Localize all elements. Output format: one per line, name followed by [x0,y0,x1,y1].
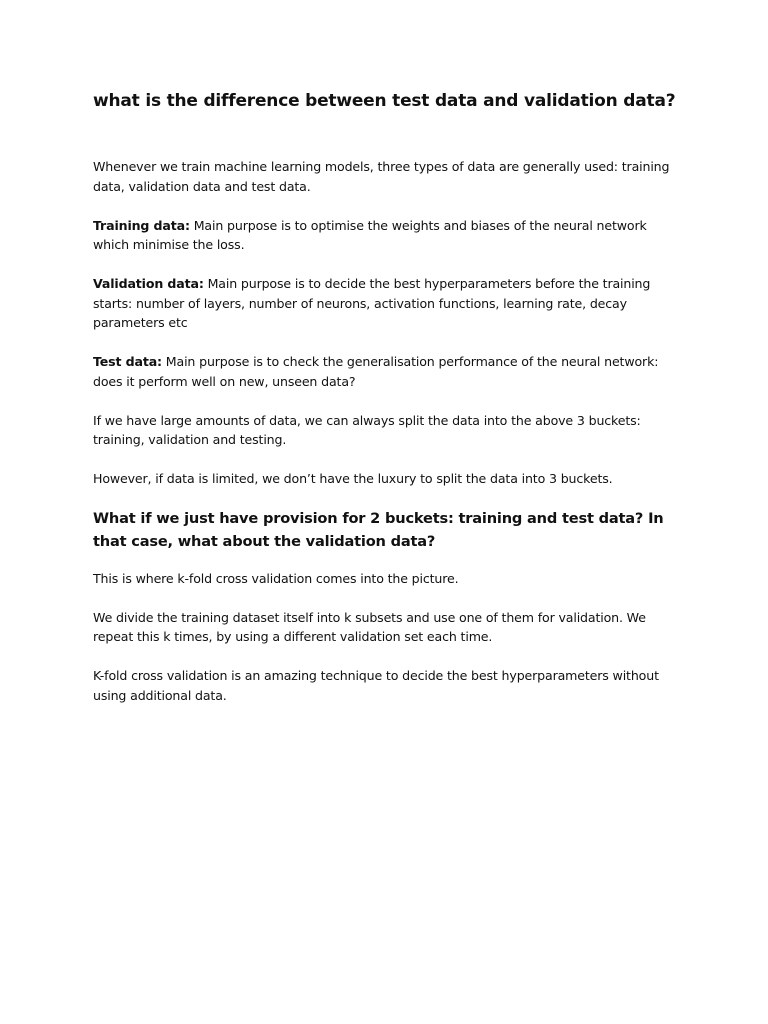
validation-data-paragraph [93,274,683,333]
training-data-label: Training data: [93,217,190,233]
limited-data-paragraph: However, if data is limited, we don’t have the luxury to split the data into 3 buckets. [93,471,613,486]
validation-data-label: Validation data: [93,276,204,291]
section-heading: What if we just have provision for 2 buckets: training and test data? In that case, what about the validation data? [93,509,664,550]
test-data-label: Test data: [93,354,162,369]
training-data-paragraph [93,216,683,255]
kfold-method-paragraph: We divide the training dataset itself into k subsets and use one of them for validation. We repeat this k times, by using a different validation set each time. [93,609,646,644]
validation-data-text: Main purpose is to decide the best hyperparameters before the training starts: number of layers, number of neurons, activation functions, learning rate, decay parameters etc [93,276,651,330]
training-data-text: Main purpose is to optimise the weights and biases of the neural network which minimise the loss. [93,217,647,252]
kfold-conclusion-paragraph: K-fold cross validation is an amazing technique to decide the best hyperparameters without using additional data. [93,668,659,703]
test-data-paragraph [93,352,683,391]
large-data-paragraph: If we have large amounts of data, we can always split the data into the above 3 buckets: training, validation and testing. [93,412,641,447]
page-title: what is the difference between test data and validation data? [93,91,676,111]
intro-paragraph: Whenever we train machine learning models, three types of data are generally used: training data, validation data and test data. [93,159,670,194]
document-body [93,88,683,705]
kfold-intro-paragraph: This is where k-fold cross validation comes into the picture. [93,570,459,586]
test-data-text: Main purpose is to check the generalisation performance of the neural network: does it perform well on new, unseen data? [93,354,659,389]
